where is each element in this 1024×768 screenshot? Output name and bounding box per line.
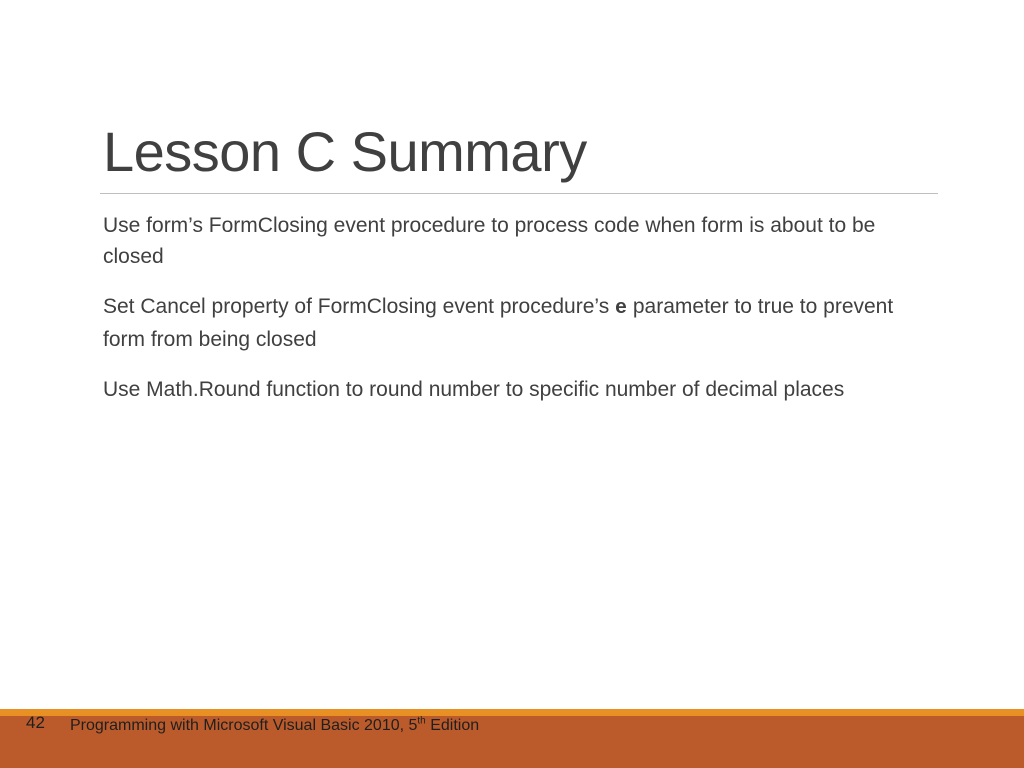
- footer-superscript: th: [417, 715, 426, 727]
- footer-edition: Edition: [425, 717, 480, 734]
- code-parameter: e: [615, 297, 628, 320]
- bullet-text: parameter to true to prevent form from being closed: [103, 295, 894, 351]
- footer-text: [70, 715, 479, 737]
- bullet-item: [103, 374, 923, 405]
- bullet-text: Use Math.Round function to round number to specific number of decimal places: [103, 378, 845, 401]
- slide-number: 42: [26, 713, 45, 732]
- bullet-item: [103, 291, 923, 355]
- slide-title: Lesson C Summary: [103, 120, 587, 183]
- footer-book-title: Programming with Microsoft Visual Basic 2010, 5: [70, 717, 418, 734]
- bullet-item: [103, 210, 923, 272]
- bullet-text: Set Cancel property of FormClosing event procedure’s: [103, 295, 616, 318]
- title-divider: [100, 193, 938, 194]
- bullet-text: Use form’s FormClosing event procedure to process code when form is about to be closed: [103, 214, 876, 268]
- bullet-list: [103, 210, 923, 424]
